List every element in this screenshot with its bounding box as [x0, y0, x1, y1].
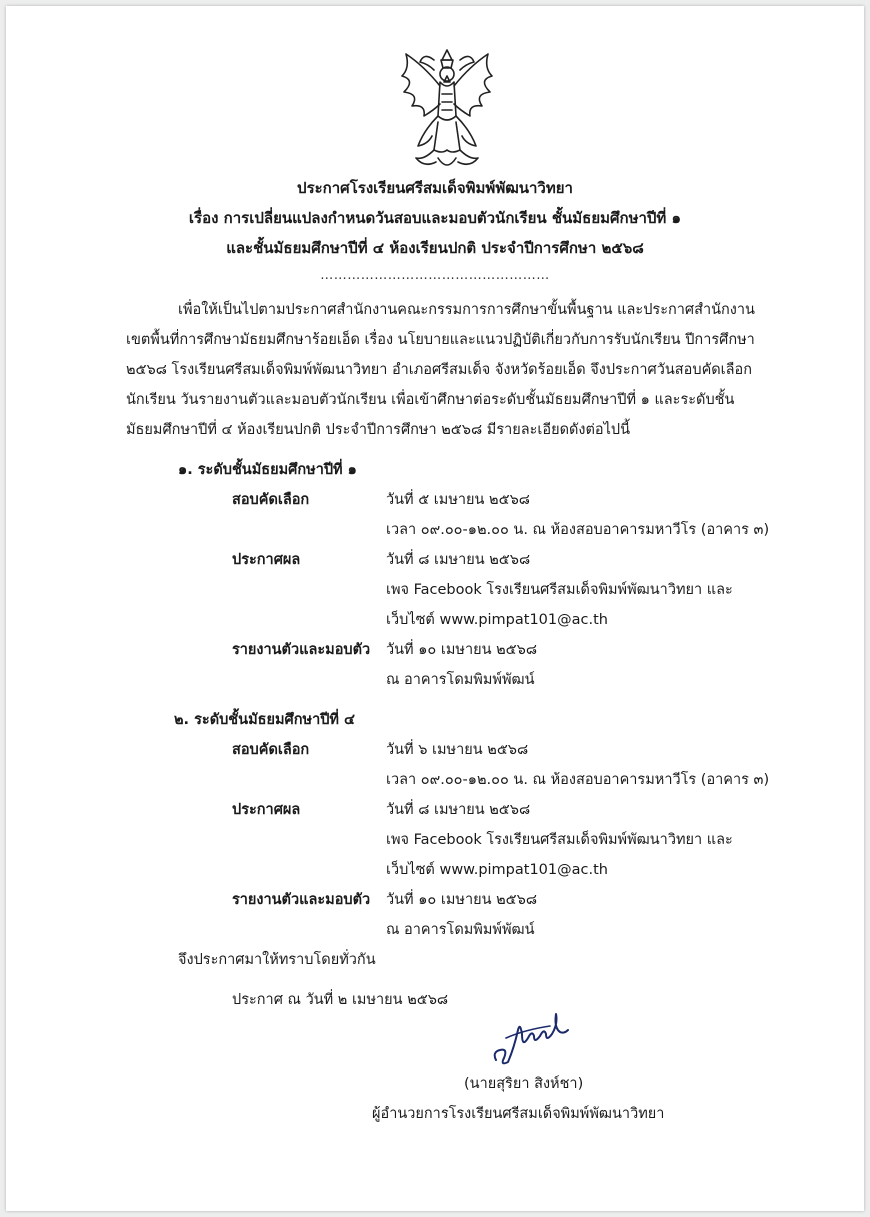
separator-dots: ……………………………………………: [320, 268, 550, 283]
section-1-report-place: ณ อาคารโดมพิมพ์พัฒน์: [386, 672, 535, 688]
announce-date: ประกาศ ณ วันที่ ๒ เมษายน ๒๕๖๘: [232, 992, 449, 1008]
section-2-heading: ๒. ระดับชั้นมัธยมศึกษาปีที่ ๔: [174, 712, 355, 728]
signer-position: ผู้อำนวยการโรงเรียนศรีสมเด็จพิมพ์พัฒนาวิทยา: [372, 1106, 665, 1122]
intro-line-5: มัธยมศึกษาปีที่ ๔ ห้องเรียนปกติ ประจำปีการศึกษา ๒๕๖๘ มีรายละเอียดดังต่อไปนี้: [126, 422, 631, 438]
section-2-result-facebook: เพจ Facebook โรงเรียนศรีสมเด็จพิมพ์พัฒนาวิทยา และ: [386, 832, 733, 848]
section-2-result-label: ประกาศผล: [232, 802, 301, 818]
section-1-result-website: เว็บไซต์ www.pimpat101@ac.th: [386, 612, 608, 628]
document-page: [6, 6, 864, 1211]
section-2-exam-time: เวลา ๐๙.๐๐-๑๒.๐๐ น. ณ ห้องสอบอาคารมหาวีโร (อาคาร ๓): [386, 772, 770, 788]
signer-name: (นายสุริยา สิงห์ชา): [464, 1076, 584, 1092]
section-1-report-label: รายงานตัวและมอบตัว: [232, 642, 371, 658]
section-2-report-label: รายงานตัวและมอบตัว: [232, 892, 371, 908]
section-1-report-date: วันที่ ๑๐ เมษายน ๒๕๖๘: [386, 642, 538, 658]
section-1-exam-date: วันที่ ๕ เมษายน ๒๕๖๘: [386, 492, 530, 508]
section-1-result-date: วันที่ ๘ เมษายน ๒๕๖๘: [386, 552, 531, 568]
section-1-exam-label: สอบคัดเลือก: [232, 492, 310, 508]
intro-line-3: ๒๕๖๘ โรงเรียนศรีสมเด็จพิมพ์พัฒนาวิทยา อำเภอศรีสมเด็จ จังหวัดร้อยเอ็ด จึงประกาศวันสอบคัดเลือก: [126, 362, 753, 378]
garuda-emblem-icon: [394, 46, 500, 174]
section-2-exam-date: วันที่ ๖ เมษายน ๒๕๖๘: [386, 742, 529, 758]
section-2-report-date: วันที่ ๑๐ เมษายน ๒๕๖๘: [386, 892, 538, 908]
title-line-2: เรื่อง การเปลี่ยนแปลงกำหนดวันสอบและมอบตัวนักเรียน ชั้นมัธยมศึกษาปีที่ ๑: [188, 209, 682, 227]
closing-text: จึงประกาศมาให้ทราบโดยทั่วกัน: [178, 952, 376, 968]
intro-line-1: เพื่อให้เป็นไปตามประกาศสำนักงานคณะกรรมการการศึกษาขั้นพื้นฐาน และประกาศสำนักงาน: [178, 302, 755, 318]
title-line-3: และชั้นมัธยมศึกษาปีที่ ๔ ห้องเรียนปกติ ประจำปีการศึกษา ๒๕๖๘: [226, 239, 644, 257]
intro-line-2: เขตพื้นที่การศึกษามัธยมศึกษาร้อยเอ็ด เรื่อง นโยบายและแนวปฏิบัติเกี่ยวกับการรับนักเรียน ปีการศึกษา: [126, 332, 755, 348]
title-line-1: ประกาศโรงเรียนศรีสมเด็จพิมพ์พัฒนาวิทยา: [297, 179, 573, 197]
section-1-exam-time: เวลา ๐๙.๐๐-๑๒.๐๐ น. ณ ห้องสอบอาคารมหาวีโร (อาคาร ๓): [386, 522, 770, 538]
section-2-exam-label: สอบคัดเลือก: [232, 742, 310, 758]
section-1-result-facebook: เพจ Facebook โรงเรียนศรีสมเด็จพิมพ์พัฒนาวิทยา และ: [386, 582, 733, 598]
intro-line-4: นักเรียน วันรายงานตัวและมอบตัวนักเรียน เพื่อเข้าศึกษาต่อระดับชั้นมัธยมศึกษาปีที่ ๑ และระดับชั้น: [126, 392, 735, 408]
signature-icon: [484, 1008, 574, 1072]
section-2-report-place: ณ อาคารโดมพิมพ์พัฒน์: [386, 922, 535, 938]
section-1-result-label: ประกาศผล: [232, 552, 301, 568]
section-2-result-date: วันที่ ๘ เมษายน ๒๕๖๘: [386, 802, 531, 818]
section-1-heading: ๑. ระดับชั้นมัธยมศึกษาปีที่ ๑: [178, 462, 357, 478]
section-2-result-website: เว็บไซต์ www.pimpat101@ac.th: [386, 862, 608, 878]
